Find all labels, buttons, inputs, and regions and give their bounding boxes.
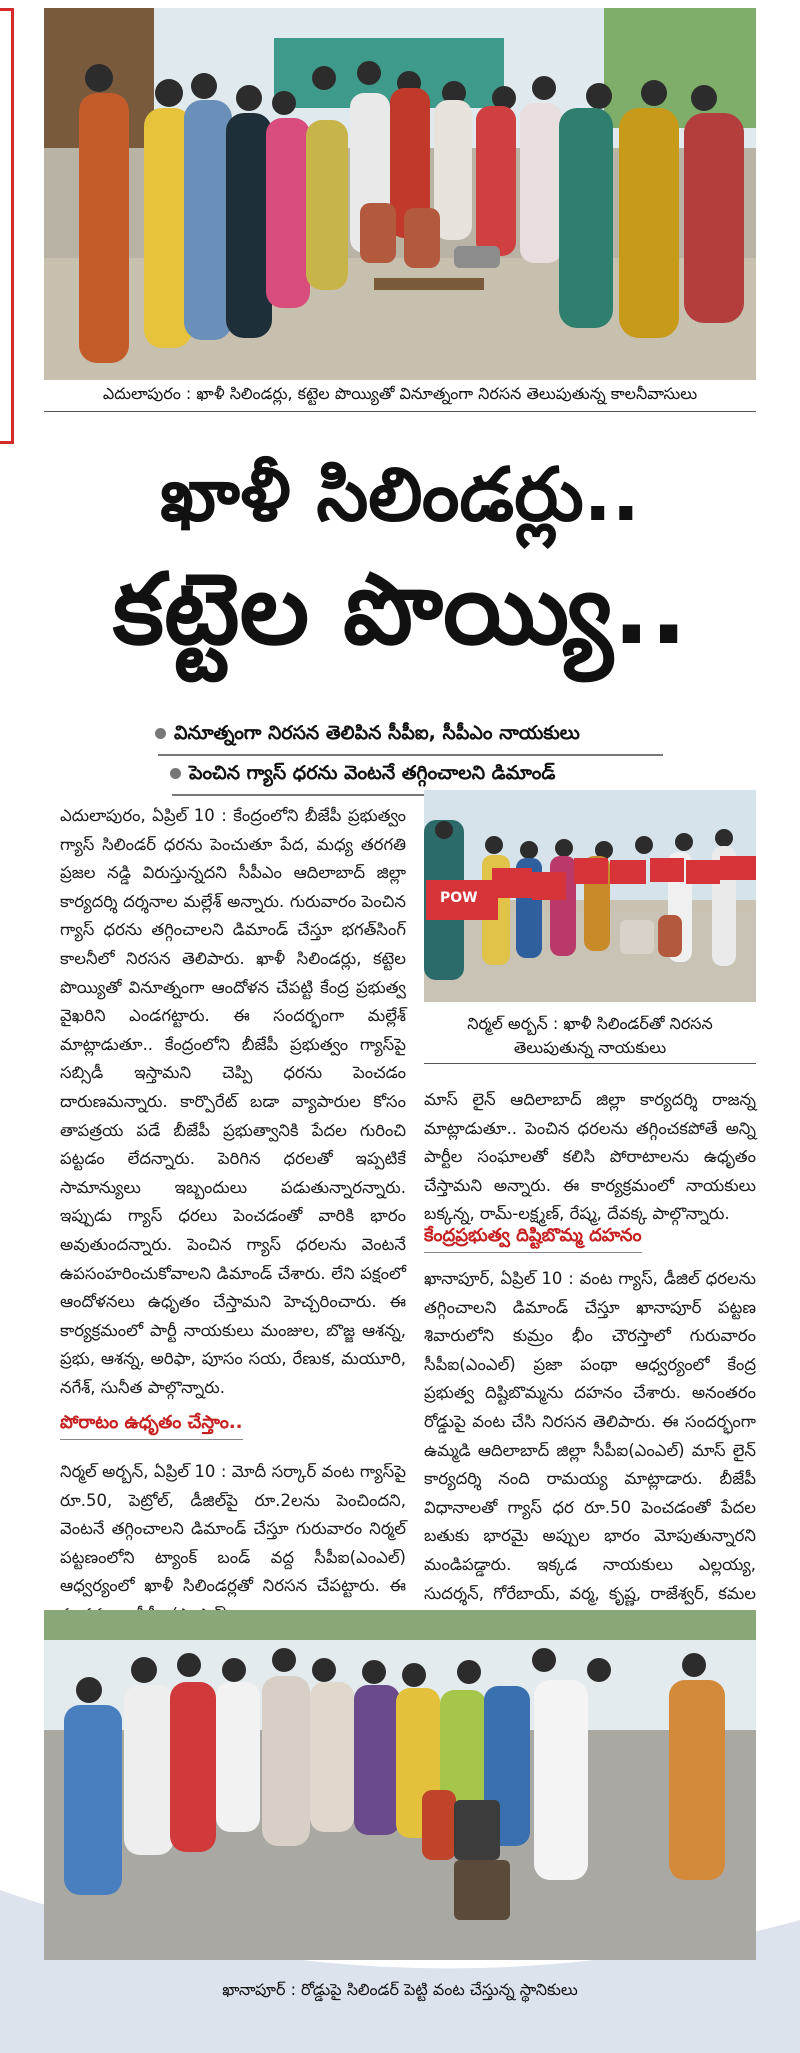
top-photo-caption: ఎదులాపురం : ఖాళీ సిలిండర్లు, కట్టెల పొయ్యితో వినూత్నంగా నిరసన తెలుపుతున్న కాలనీవాసులు	[44, 384, 756, 412]
right-photo-caption	[424, 1012, 756, 1064]
headline-line-1: ఖాళీ సిలిండర్లు..	[160, 452, 640, 538]
left-column-subhead: పోరాటం ఉధృతం చేస్తాం..	[60, 1412, 243, 1440]
left-column-2	[60, 1458, 406, 1630]
right-column-paragraph-2: ఖానాపూర్, ఏప్రిల్ 10 : వంట గ్యాస్, డీజిల్ ధరలను తగ్గించాలని డిమాండ్ చేస్తూ ఖానాపూర్ పట్టణ శివారులోని కుమ్రం భీం చౌరస్తాలో గురువారం సీపీఐ(ఎంఎల్) ప్రజా పంథా ఆధ్వర్యంలో కేంద్ర ప్రభుత్వ దిష్టిబొమ్మను దహనం చేశారు. అనంతరం రోడ్డుపై వంట చేసి నిరసన తెలిపారు. ఈ సందర్భంగా ఉమ్మడి ఆదిలాబాద్ జిల్లా సీపీఐ(ఎంఎల్) మాస్ లైన్ కార్యదర్శి నంది రామయ్య మాట్లాడారు. బీజేపీ విధానాలతో గ్యాస్ ధర రూ.50 పెంచడంతో పేదల బతుకు భారమై అప్పుల భారం మోపుతున్నారని మండిపడ్డారు. ఇక్కడ నాయకులు ఎల్లయ్య, సుదర్శన్, గోరేబాయ్, వర్మ, కృష్ణ, రాజేశ్వర్, కమల	[424, 1269, 756, 1603]
bullet-1-text: వినూత్నంగా నిరసన తెలిపిన సీపీఐ, సీపీఎం నాయకులు	[174, 722, 580, 744]
bullet-2	[170, 762, 555, 789]
left-column-paragraph-2: నిర్మల్ అర్బన్, ఏప్రిల్ 10 : మోదీ సర్కార్ వంట గ్యాస్‌పై రూ.50, పెట్రోల్, డీజిల్‌పై రూ.2లను పెంచిందని, వెంటనే తగ్గించాలని డిమాండ్ చేస్తూ గురువారం నిర్మల్ పట్టణంలోని ట్యాంక్ బండ్ వద్ద సీపీఐ(ఎంఎల్) ఆధ్వర్యంలో ఖాళీ సిలిండర్లతో నిరసన చేపట్టారు. ఈ	[60, 1462, 406, 1596]
right-photo-caption-line-2: తెలుపుతున్న నాయకులు	[513, 1038, 667, 1057]
right-column-2	[424, 1265, 756, 1637]
left-column	[60, 802, 406, 1402]
left-column-paragraph-1: ఎదులాపురం, ఏప్రిల్ 10 : కేంద్రంలోని బీజేపీ ప్రభుత్వం గ్యాస్ సిలిండర్ ధరను పెంచుతూ పేద, మధ్య తరగతి ప్రజల నడ్డి విరుస్తున్నదని సీపీఎం ఆదిలాబాద్ జిల్లా కార్యదర్శి దర్శనాల మల్లేశ్ అన్నారు. గురువారం పెంచిన గ్యాస్ ధరను తగ్గించాలని డిమాండ్ చేస్తూ భగత్‌సింగ్ కాలనీలో నిరసన తెలిపారు. ఖాళీ సిలిండర్లు, కట్టెల పొయ్యితో వినూత్నంగా ఆందోళన చేపట్టి కేంద్ర ప్రభుత్వ వైఖరిని ఎండగట్టారు. ఈ సందర్భంగా మల్లేశ్ మాట్లాడుతూ.. కేంద్రంలోని బీజేపీ ప్రభుత్వం గ్యాస్‌పై సబ్సిడీ ఇస్తామని చెప్పి ధరను పెంచడం దారుణమన్నారు. కార్పొరేట్ బడా వ్యాపారుల కోసం తాపత్రయ పడే బీజేపీ ప్రభుత్వానికి పేదల గురించి పట్టడం లేదన్నారు. పెరిగిన ధరలతో ఇప్పటికే సామాన్యులు ఇబ్బందులు పడుతున్నారన్నారు. ఇప్పుడు గ్యాస్ ధరలు పెంచడంతో వారికి భారం అవుతుందన్నారు. పెంచిన గ్యాస్ ధరలను వెంటనే ఉపసంహరించుకోవాలని డిమాండ్ చేశారు. లేని పక్షంలో ఆందోళనలు ఉధృతం చేస్తామని హెచ్చరించారు. ఈ కార్యక్రమంలో పార్టీ నాయకులు మంజుల, బొజ్జ ఆశన్న, ప్రభు, ఆశన్న, అరిఫా, పూసం సయ, రేణుక, మయూరి, నగేశ్, సునీత పాల్గొన్నారు.	[60, 806, 406, 1397]
right-photo	[424, 790, 756, 1002]
bullet-dot-icon	[155, 728, 166, 739]
headline-line-2: కట్టెల పొయ్యి..	[112, 553, 688, 667]
bullet-2-text: పెంచిన గ్యాస్ ధరను వెంటనే తగ్గించాలని డిమాండ్	[189, 762, 556, 784]
right-column-paragraph-1: మాస్ లైన్ ఆదిలాబాద్ జిల్లా కార్యదర్శి రాజన్న మాట్లాడుతూ.. పెంచిన ధరలను తగ్గించకపోతే అన్ని పార్టీల సంఘాలతో కలిసి పోరాటాలను ఉధృతం చేస్తామని అన్నారు. ఈ కార్యక్రమంలో నాయకులు బక్కన్న, రామ్-లక్ష్మణ్, రేష్మ, దేవక్క పాల్గొన్నారు.	[424, 1090, 756, 1224]
bottom-photo-caption: ఖానాపూర్ : రోడ్డుపై సిలిండర్ పెట్టి వంట చేస్తున్న స్థానికులు	[222, 1980, 578, 1999]
red-margin-frame	[0, 8, 14, 444]
bullet-1	[155, 722, 580, 749]
bottom-photo	[44, 1610, 756, 1960]
bullet-dot-icon	[170, 768, 181, 779]
right-column-subhead: కేంద్రప్రభుత్వ దిష్టిబొమ్మ దహనం	[424, 1225, 642, 1253]
divider	[158, 754, 663, 756]
right-photo-caption-line-1: నిర్మల్ అర్బన్ : ఖాళీ సిలిండర్‌తో నిరసన	[467, 1014, 713, 1033]
top-photo	[44, 8, 756, 380]
right-column	[424, 1086, 756, 1229]
protest-banner-label: POW	[440, 890, 478, 906]
